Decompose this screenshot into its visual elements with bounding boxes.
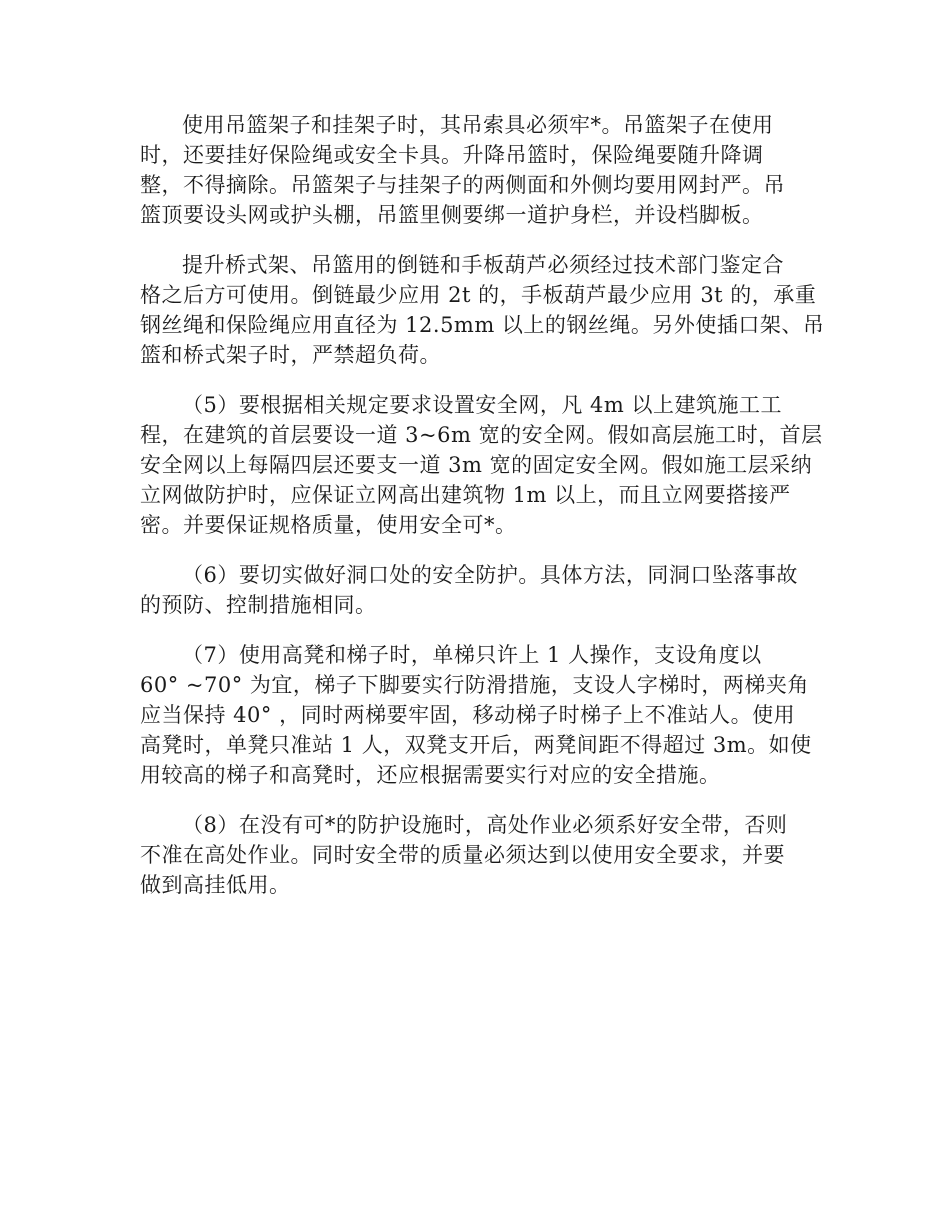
paragraph-line: 格之后方可使用。倒链最少应用 2t 的，手板葫芦最少应用 3t 的，承重 bbox=[140, 283, 817, 307]
paragraph-line: 篮顶要设头网或护头棚，吊篮里侧要绑一道护身栏，并设档脚板。 bbox=[140, 203, 764, 227]
paragraph-line: （5）要根据相关规定要求设置安全网，凡 4m 以上建筑施工工 bbox=[182, 393, 782, 417]
paragraph-item-6-opening-protection bbox=[140, 560, 810, 620]
paragraph-line: 应当保持 40° ，同时两梯要牢固，移动梯子时梯子上不准站人。使用 bbox=[140, 703, 796, 727]
paragraph-item-8-safety-belt bbox=[140, 810, 810, 900]
paragraph-line: 使用吊篮架子和挂架子时，其吊索具必须牢*。吊篮架子在使用 bbox=[182, 113, 774, 137]
paragraph-line: 高凳时，单凳只准站 1 人，双凳支开后，两凳间距不得超过 3m。如使 bbox=[140, 733, 812, 757]
paragraph-line: 时，还要挂好保险绳或安全卡具。升降吊篮时，保险绳要随升降调 bbox=[140, 143, 764, 167]
paragraph-line: 做到高挂低用。 bbox=[140, 873, 291, 897]
paragraph-line: 密。并要保证规格质量，使用安全可*。 bbox=[140, 513, 517, 537]
paragraph-hoist-chain bbox=[140, 250, 825, 370]
paragraph-line: 不准在高处作业。同时安全带的质量必须达到以使用安全要求，并要 bbox=[140, 843, 785, 867]
document-body bbox=[140, 110, 825, 920]
paragraph-line: 安全网以上每隔四层还要支一道 3m 宽的固定安全网。假如施工层采纳 bbox=[140, 453, 813, 477]
paragraph-line: 篮和桥式架子时，严禁超负荷。 bbox=[140, 343, 441, 367]
paragraph-line: 用较高的梯子和高凳时，还应根据需要实行对应的安全措施。 bbox=[140, 763, 721, 787]
paragraph-line: 提升桥式架、吊篮用的倒链和手板葫芦必须经过技术部门鉴定合 bbox=[182, 253, 784, 277]
paragraph-line: （8）在没有可*的防护设施时，高处作业必须系好安全带，否则 bbox=[182, 813, 788, 837]
paragraph-line: 立网做防护时，应保证立网高出建筑物 1m 以上，而且立网要搭接严 bbox=[140, 483, 791, 507]
paragraph-line: 程，在建筑的首层要设一道 3~6m 宽的安全网。假如高层施工时，首层 bbox=[140, 423, 823, 447]
paragraph-line: 钢丝绳和保险绳应用直径为 12.5mm 以上的钢丝绳。另外使插口架、吊 bbox=[140, 313, 825, 337]
paragraph-line: （6）要切实做好洞口处的安全防护。具体方法，同洞口坠落事故 bbox=[182, 563, 798, 587]
paragraph-line: 的预防、控制措施相同。 bbox=[140, 593, 377, 617]
paragraph-hanging-basket-scaffold bbox=[140, 110, 810, 230]
paragraph-item-7-ladders-stools bbox=[140, 640, 810, 790]
paragraph-line: 整，不得摘除。吊篮架子与挂架子的两侧面和外侧均要用网封严。吊 bbox=[140, 173, 785, 197]
paragraph-item-5-safety-net bbox=[140, 390, 823, 540]
paragraph-line: 60° ~70° 为宜，梯子下脚要实行防滑措施，支设人字梯时，两梯夹角 bbox=[140, 673, 809, 697]
paragraph-line: （7）使用高凳和梯子时，单梯只许上 1 人操作，支设角度以 bbox=[182, 643, 762, 667]
